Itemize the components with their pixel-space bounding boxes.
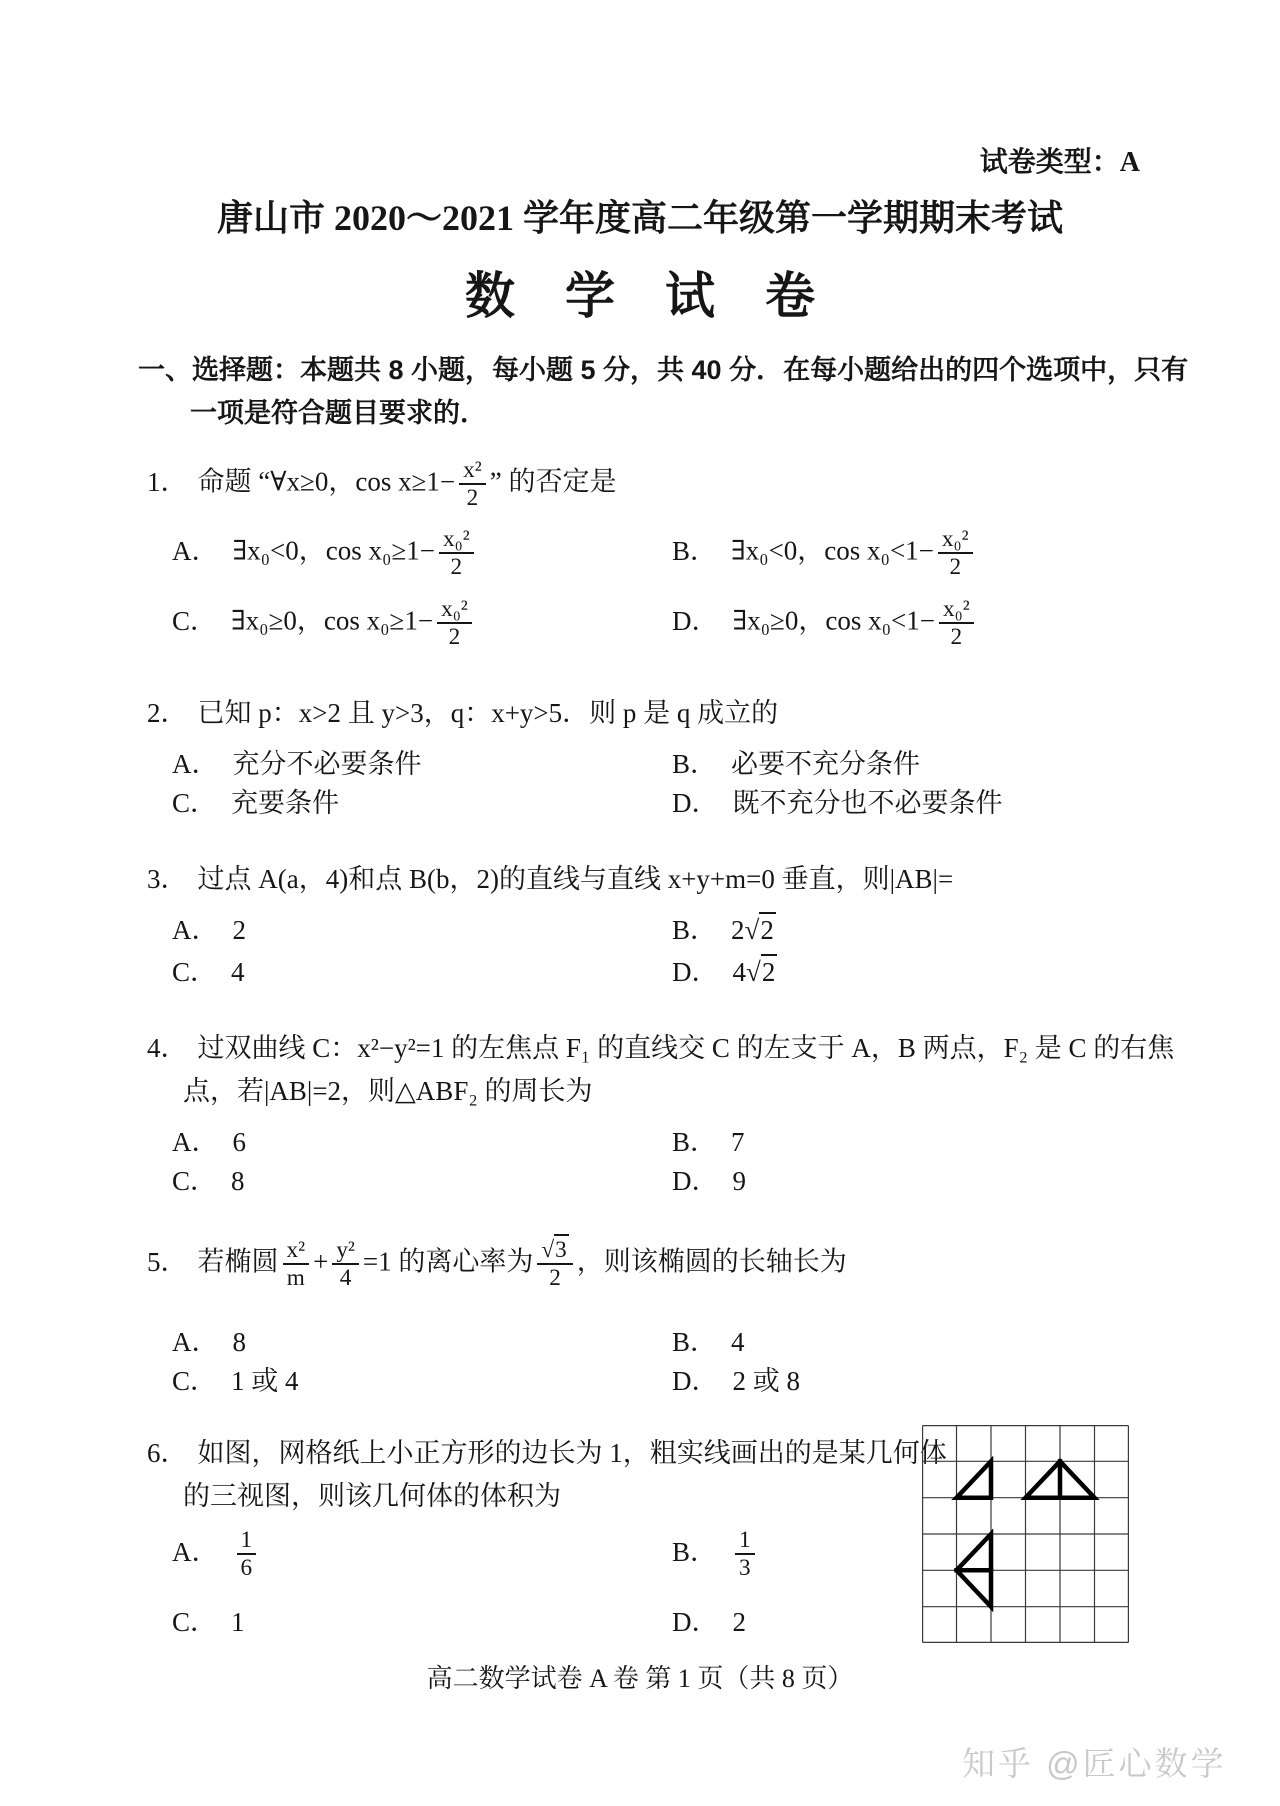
option-label: B． — [672, 1127, 718, 1157]
option-text: 2 或 8 — [732, 1366, 800, 1396]
option-label: D． — [672, 1166, 719, 1196]
option-text: ∃x₀≥0，cos x₀≥1− — [231, 605, 434, 636]
radicand: 2 — [759, 912, 776, 945]
question-4-stem-line2 — [183, 1075, 593, 1109]
option-text: 2 — [731, 915, 745, 945]
option-text: 1 或 4 — [231, 1366, 299, 1396]
grid-figure — [922, 1425, 1129, 1643]
question-5-text-post: ，则该椭圆的长轴长为 — [576, 1246, 847, 1277]
q6-option-d — [672, 1600, 746, 1639]
option-label: D． — [672, 957, 719, 987]
radical-sign: √ — [744, 915, 760, 945]
question-1-stem — [147, 458, 616, 511]
q4-option-c — [172, 1159, 245, 1198]
option-text: 8 — [232, 1327, 246, 1357]
option-text: 9 — [732, 1166, 746, 1196]
option-text: 8 — [231, 1166, 245, 1196]
question-6-stem-line1 — [147, 1437, 947, 1471]
question-5-text: 若椭圆 — [197, 1246, 279, 1277]
q1-option-d — [672, 597, 978, 650]
q6-option-c — [172, 1600, 245, 1639]
option-label: B． — [672, 1536, 718, 1567]
option-label: A． — [172, 1127, 219, 1157]
question-2-stem — [147, 697, 778, 731]
q5-option-a — [172, 1320, 246, 1359]
question-1-text-post: ” 的否定是 — [489, 466, 617, 497]
grid-lines — [923, 1426, 1129, 1643]
fraction: $\frac{\text{x₀²}}{2}$ — [437, 597, 472, 650]
q4-option-a — [172, 1120, 246, 1159]
option-label: D． — [672, 1366, 719, 1396]
option-text: 4 — [231, 957, 245, 987]
page-footer: 高二数学试卷 A 卷 第 1 页（共 8 页） — [426, 1664, 854, 1693]
q1-option-a — [172, 527, 478, 580]
q2-option-c — [172, 781, 339, 820]
option-text: 1 — [231, 1607, 245, 1637]
option-text: 充分不必要条件 — [232, 749, 422, 779]
q4-option-d — [672, 1159, 746, 1198]
radicand: 2 — [761, 954, 778, 987]
option-label: A． — [172, 535, 219, 566]
question-6-text-line2: 的三视图，则该几何体的体积为 — [183, 1481, 561, 1511]
question-4-stem-line1 — [147, 1032, 1174, 1066]
section-1-header-line2: 一项是符合题目要求的． — [190, 398, 487, 428]
option-label: C． — [172, 1166, 218, 1196]
three-view-figure — [922, 1425, 1129, 1648]
paper-type-label: 试卷类型：A — [979, 147, 1140, 178]
q1-option-c — [172, 597, 476, 650]
option-label: A． — [172, 915, 219, 945]
option-text: 4 — [732, 957, 746, 987]
question-1-number: 1． — [147, 466, 188, 497]
option-label: B． — [672, 749, 718, 779]
q3-option-a — [172, 908, 246, 947]
option-label: A． — [172, 1536, 219, 1567]
fraction: $\frac{\text{x²}}{2}$ — [459, 458, 486, 511]
plus-sign: + — [313, 1246, 329, 1277]
option-label: C． — [172, 605, 218, 636]
question-2-number: 2． — [147, 698, 188, 728]
option-text: 4 — [731, 1327, 745, 1357]
radical-sign: √ — [746, 957, 761, 987]
option-label: C． — [172, 788, 218, 818]
question-3-stem — [147, 863, 953, 897]
question-1-text: 命题 “∀x≥0，cos x≥1− — [197, 466, 456, 497]
front-view-triangle — [957, 1461, 992, 1497]
question-6-number: 6． — [147, 1438, 188, 1468]
q3-option-b — [672, 908, 776, 947]
question-5-stem — [147, 1238, 847, 1291]
option-label: B． — [672, 535, 718, 566]
q1-option-b — [672, 527, 977, 580]
page-title: 唐山市 2020～2021 学年度高二年级第一学期期末考试 — [216, 198, 1063, 238]
q3-option-c — [172, 950, 245, 989]
option-text: 6 — [232, 1127, 246, 1157]
watermark: 知乎 @匠心数学 — [962, 1745, 1227, 1782]
option-label: A． — [172, 749, 219, 779]
fraction: $\frac{\text{x₀²}}{2}$ — [938, 527, 973, 580]
option-label: D． — [672, 605, 719, 636]
page-subtitle: 数 学 试 卷 — [465, 268, 815, 324]
q5-option-c — [172, 1359, 299, 1398]
question-4-text-line2: 点，若|AB|=2，则△ABF₂ 的周长为 — [183, 1076, 593, 1106]
option-label: D． — [672, 788, 719, 818]
option-text: 2 — [232, 915, 246, 945]
question-4-text-line1: 过双曲线 C：x²−y²=1 的左焦点 F₁ 的直线交 C 的左支于 A，B 两点，F₂ 是 C 的右焦 — [197, 1033, 1175, 1063]
radicand: 3 — [554, 1234, 569, 1263]
option-label: C． — [172, 957, 218, 987]
fraction: $\frac{1}{3}$ — [735, 1528, 755, 1581]
fraction: $\frac{√3}{2}$ — [537, 1238, 572, 1291]
option-label: A． — [172, 1327, 219, 1357]
q5-option-b — [672, 1320, 745, 1359]
fraction: $\frac{\text{x²}}{m}$ — [283, 1238, 310, 1291]
fraction: $\frac{\text{x₀²}}{2}$ — [939, 597, 974, 650]
question-5-text-mid: =1 的离心率为 — [362, 1246, 534, 1277]
option-label: C． — [172, 1607, 218, 1637]
question-6-stem-line2 — [183, 1480, 561, 1514]
question-3-text: 过点 A(a，4)和点 B(b，2)的直线与直线 x+y+m=0 垂直，则|AB|= — [197, 864, 954, 894]
option-text: ∃x₀<0，cos x₀≥1− — [232, 535, 435, 566]
q2-option-b — [672, 742, 920, 781]
q6-option-b — [672, 1528, 759, 1581]
option-text: 7 — [731, 1127, 745, 1157]
option-text: ∃x₀<0，cos x₀<1− — [731, 535, 934, 566]
q6-option-a — [172, 1528, 260, 1581]
option-text: 2 — [732, 1607, 746, 1637]
fraction: $\frac{\text{y²}}{4}$ — [332, 1238, 359, 1291]
option-text: 必要不充分条件 — [731, 749, 921, 779]
question-2-text: 已知 p：x>2 且 y>3，q：x+y>5．则 p 是 q 成立的 — [197, 698, 779, 728]
q4-option-b — [672, 1120, 745, 1159]
option-label: B． — [672, 915, 718, 945]
option-text: ∃x₀≥0，cos x₀<1− — [732, 605, 935, 636]
q3-option-d — [672, 950, 777, 989]
fraction: $\frac{1}{6}$ — [237, 1528, 257, 1581]
q2-option-d — [672, 781, 1003, 820]
fraction: $\frac{\text{x₀²}}{2}$ — [439, 527, 474, 580]
q5-option-d — [672, 1359, 800, 1398]
radical-sign: √ — [541, 1237, 555, 1263]
question-6-text-line1: 如图，网格纸上小正方形的边长为 1，粗实线画出的是某几何体 — [197, 1438, 947, 1468]
option-text: 充要条件 — [231, 788, 340, 818]
option-label: D． — [672, 1607, 719, 1637]
question-3-number: 3． — [147, 864, 188, 894]
option-text: 既不充分也不必要条件 — [732, 788, 1003, 818]
section-1-header-line1: 一、选择题：本题共 8 小题，每小题 5 分，共 40 分．在每小题给出的四个选项中，只有 — [138, 355, 1189, 385]
question-4-number: 4． — [147, 1033, 188, 1063]
q2-option-a — [172, 742, 422, 781]
option-label: B． — [672, 1327, 718, 1357]
option-label: C． — [172, 1366, 218, 1396]
question-5-number: 5． — [147, 1246, 188, 1277]
